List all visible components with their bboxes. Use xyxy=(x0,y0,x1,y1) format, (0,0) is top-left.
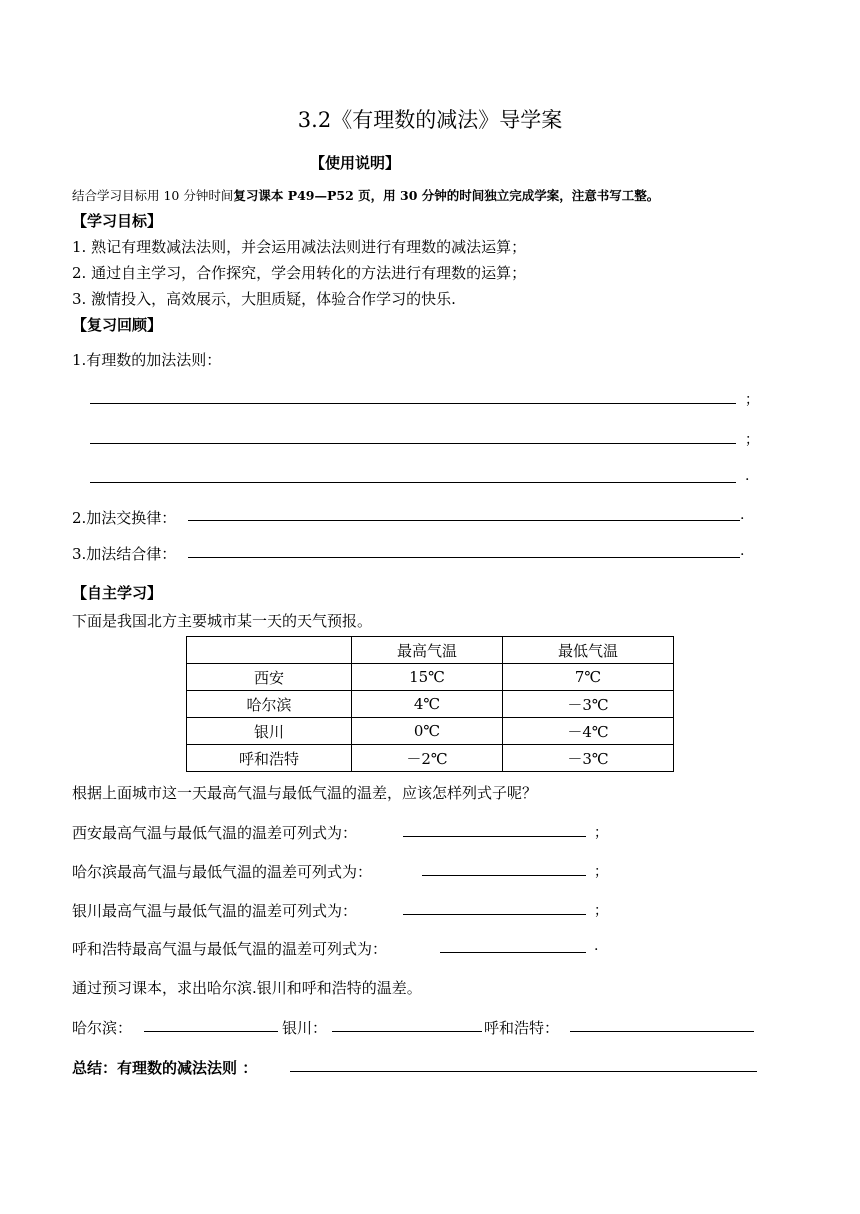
line-end: ； xyxy=(594,864,608,880)
answer-line[interactable] xyxy=(570,1031,754,1032)
self-study-heading: 【自主学习】 xyxy=(72,584,163,602)
line-end: . xyxy=(745,468,750,484)
table-row xyxy=(187,718,674,745)
line-end: . xyxy=(740,507,745,523)
answer-line[interactable] xyxy=(188,557,740,558)
goal-item-1: 1. 熟记有理数减法法则，并会运用减法法则进行有理数的减法运算； xyxy=(72,238,527,256)
goal-item-3: 3. 激情投入，高效展示，大胆质疑，体验合作学习的快乐. xyxy=(72,290,456,308)
review-heading: 【复习回顾】 xyxy=(72,316,163,334)
goal-item-2: 2. 通过自主学习，合作探究，学会用转化的方法进行有理数的运算； xyxy=(72,264,527,282)
answer-line[interactable] xyxy=(188,520,740,521)
table-cell: 15℃ xyxy=(352,664,503,691)
line-end: ； xyxy=(745,432,759,448)
fill-label-harbin: 哈尔滨最高气温与最低气温的温差可列式为： xyxy=(72,863,373,881)
line-end: ； xyxy=(594,903,608,919)
usage-heading: 【使用说明】 xyxy=(310,154,401,172)
answer-line[interactable] xyxy=(90,482,736,483)
answer-line[interactable] xyxy=(90,443,736,444)
table-cell: 4℃ xyxy=(352,691,503,718)
line-end: . xyxy=(594,938,599,954)
fill-label-hohhot: 呼和浩特最高气温与最低气温的温差可列式为： xyxy=(72,940,388,958)
city-label-yinchuan: 银川： xyxy=(282,1019,328,1037)
table-cell: 银川 xyxy=(187,718,352,745)
summary-label: 总结：有理数的减法法则 ： xyxy=(72,1059,258,1077)
usage-text xyxy=(72,186,659,204)
table-cell: 呼和浩特 xyxy=(187,745,352,772)
usage-text-bold: 复习课本 P49—P52 页，用 30 分钟的时间独立完成学案，注意书写工整。 xyxy=(233,188,660,203)
table-header-cell xyxy=(187,637,352,664)
fill-label-yinchuan: 银川最高气温与最低气温的温差可列式为： xyxy=(72,902,358,920)
weather-table xyxy=(186,636,674,772)
table-cell: －3℃ xyxy=(503,691,674,718)
line-end: ； xyxy=(594,825,608,841)
answer-line[interactable] xyxy=(422,875,586,876)
fill-label-xian: 西安最高气温与最低气温的温差可列式为： xyxy=(72,824,358,842)
table-cell: 7℃ xyxy=(503,664,674,691)
review-q3: 3.加法结合律： xyxy=(72,545,177,563)
answer-line[interactable] xyxy=(332,1031,482,1032)
answer-line[interactable] xyxy=(144,1031,278,1032)
preview-text: 通过预习课本，求出哈尔滨.银川和呼和浩特的温差。 xyxy=(72,979,422,997)
answer-line[interactable] xyxy=(90,403,736,404)
table-row xyxy=(187,745,674,772)
review-q1: 1.有理数的加法法则： xyxy=(72,351,222,369)
review-q2: 2.加法交换律： xyxy=(72,509,177,527)
table-cell: －2℃ xyxy=(352,745,503,772)
city-label-hohhot: 呼和浩特： xyxy=(484,1019,560,1037)
self-study-question: 根据上面城市这一天最高气温与最低气温的温差，应该怎样列式子呢？ xyxy=(72,784,538,802)
table-header-row xyxy=(187,637,674,664)
goals-heading: 【学习目标】 xyxy=(72,212,163,230)
table-cell: 西安 xyxy=(187,664,352,691)
answer-line[interactable] xyxy=(403,914,586,915)
answer-line[interactable] xyxy=(290,1071,757,1072)
usage-text-normal: 结合学习目标用 10 分钟时间 xyxy=(72,188,234,203)
answer-line[interactable] xyxy=(440,952,586,953)
self-study-intro: 下面是我国北方主要城市某一天的天气预报。 xyxy=(72,612,373,630)
line-end: ； xyxy=(745,392,759,408)
table-cell: 0℃ xyxy=(352,718,503,745)
page-title: 3.2《有理数的减法》导学案 xyxy=(297,108,563,132)
table-cell: 哈尔滨 xyxy=(187,691,352,718)
table-row xyxy=(187,664,674,691)
table-cell: －4℃ xyxy=(503,718,674,745)
city-label-harbin: 哈尔滨： xyxy=(72,1019,133,1037)
line-end: . xyxy=(740,543,745,559)
table-cell: －3℃ xyxy=(503,745,674,772)
answer-line[interactable] xyxy=(403,836,586,837)
table-header-cell: 最高气温 xyxy=(352,637,503,664)
table-header-cell: 最低气温 xyxy=(503,637,674,664)
table-row xyxy=(187,691,674,718)
